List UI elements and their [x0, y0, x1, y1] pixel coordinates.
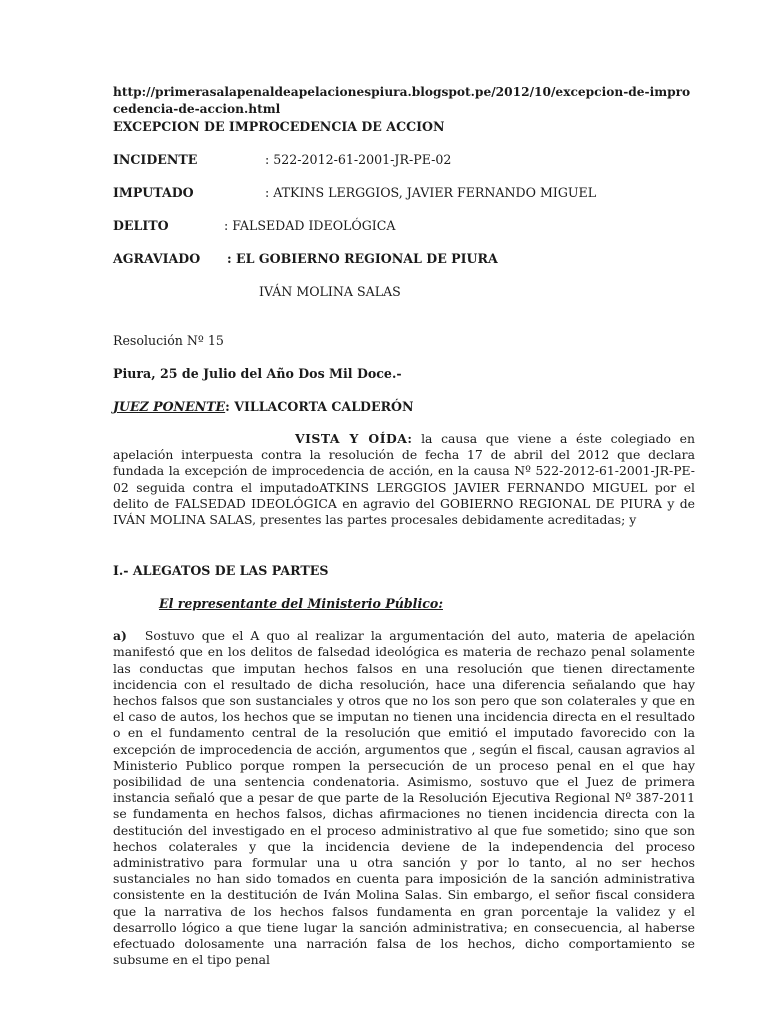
paragraph-a-marker: a) [113, 628, 127, 644]
judge-value: : VILLACORTA CALDERÓN [225, 399, 414, 414]
document-title: EXCEPCION DE IMPROCEDENCIA DE ACCION [113, 119, 445, 134]
agraviado-label: AGRAVIADO [113, 251, 201, 266]
agraviado-value: : EL GOBIERNO REGIONAL DE PIURA [227, 251, 498, 266]
incidente-label: INCIDENTE [113, 152, 198, 167]
field-agraviado [113, 250, 695, 267]
agraviado-extra: IVÁN MOLINA SALAS [259, 284, 401, 299]
judge-line [113, 398, 695, 415]
field-imputado [113, 184, 695, 201]
vista-paragraph [113, 431, 695, 528]
vista-text: la causa que viene a éste colegiado en apelación interpuesta contra la resolución de fecha 17 de abril del 2012 que declara fundada la excepción de improcedencia de acción, en la causa Nº 522-2012-61-2001-JR-PE-02 seguida contra el imputadoATKINS LERGGIOS JAVIER FERNANDO MIGUEL por el delito de FALSEDAD IDEOLÓGICA en agravio del GOBIERNO REGIONAL DE PIURA y de IVÁN MOLINA SALAS, presentes las partes procesales debidamente acreditadas; y [113, 431, 695, 528]
section-title: I.- ALEGATOS DE LAS PARTES [113, 563, 329, 579]
judge-label: JUEZ PONENTE [113, 399, 226, 414]
date-line: Piura, 25 de Julio del Año Dos Mil Doce.- [113, 366, 402, 381]
delito-label: DELITO [113, 218, 169, 233]
vista-label: VISTA Y OÍDA: [295, 431, 413, 446]
subsection-title: El representante del Ministerio Público: [159, 596, 443, 612]
source-url: http://primerasalapenaldeapelacionespiura.blogspot.pe/2012/10/excepcion-de-improcedencia-de-accion.html [113, 85, 691, 116]
resolution-number: Resolución Nº 15 [113, 333, 224, 348]
document-page [113, 84, 695, 968]
paragraph-a [113, 628, 695, 968]
incidente-value: : 522-2012-61-2001-JR-PE-02 [265, 152, 452, 167]
field-delito [113, 217, 695, 234]
paragraph-a-text: Sostuvo que el A quo al realizar la argumentación del auto, materia de apelación manifestó que en los delitos de falsedad ideológica es materia de rechazo penal solamente las conductas que imputan hechos falsos en una resolución que tienen directamente incidencia con el resultado de dicha resolución, hace una diferencia señalando que hay hechos falsos que son sustanciales y otros que no los son pero que son colaterales y que en el caso de autos, los hechos que se imputan no tienen una incidencia directa en el resultado o en el fundamento central de la resolución que emitió el imputado favorecido con la excepción de improcedencia de acción, argumentos que , según el fiscal, causan agravios al Ministerio Publico porque rompen la persecución de un proceso penal en el que hay posibilidad de una sentencia condenatoria. Asimismo, sostuvo que el Juez de primera instancia señaló que a pesar de que parte de la Resolución Ejecutiva Regional Nº 387-2011 se fundamenta en hechos falsos, dichas afirmaciones no tienen incidencia directa con la destitución del investigado en el proceso administrativo al que fue sometido; sino que son hechos colaterales y que la incidencia deviene de la independencia del proceso administrativo para formular una u otra sanción y por lo tanto, al no ser hechos sustanciales no han sido tomados en cuenta para imposición de la sanción administrativa consistente en la destitución de Iván Molina Salas. Sin embargo, el señor fiscal considera que la narrativa de los hechos falsos fundamenta en gran porcentaje la validez y el desarrollo lógico a que tiene lugar la sanción administrativa; en consecuencia, al haberse efectuado dolosamente una narración falsa de los hechos, dicho comportamiento se subsume en el tipo penal [113, 628, 695, 968]
imputado-label: IMPUTADO [113, 185, 194, 200]
delito-value: : FALSEDAD IDEOLÓGICA [224, 218, 396, 233]
field-incidente [113, 151, 695, 168]
imputado-value: : ATKINS LERGGIOS, JAVIER FERNANDO MIGUEL [265, 185, 597, 200]
